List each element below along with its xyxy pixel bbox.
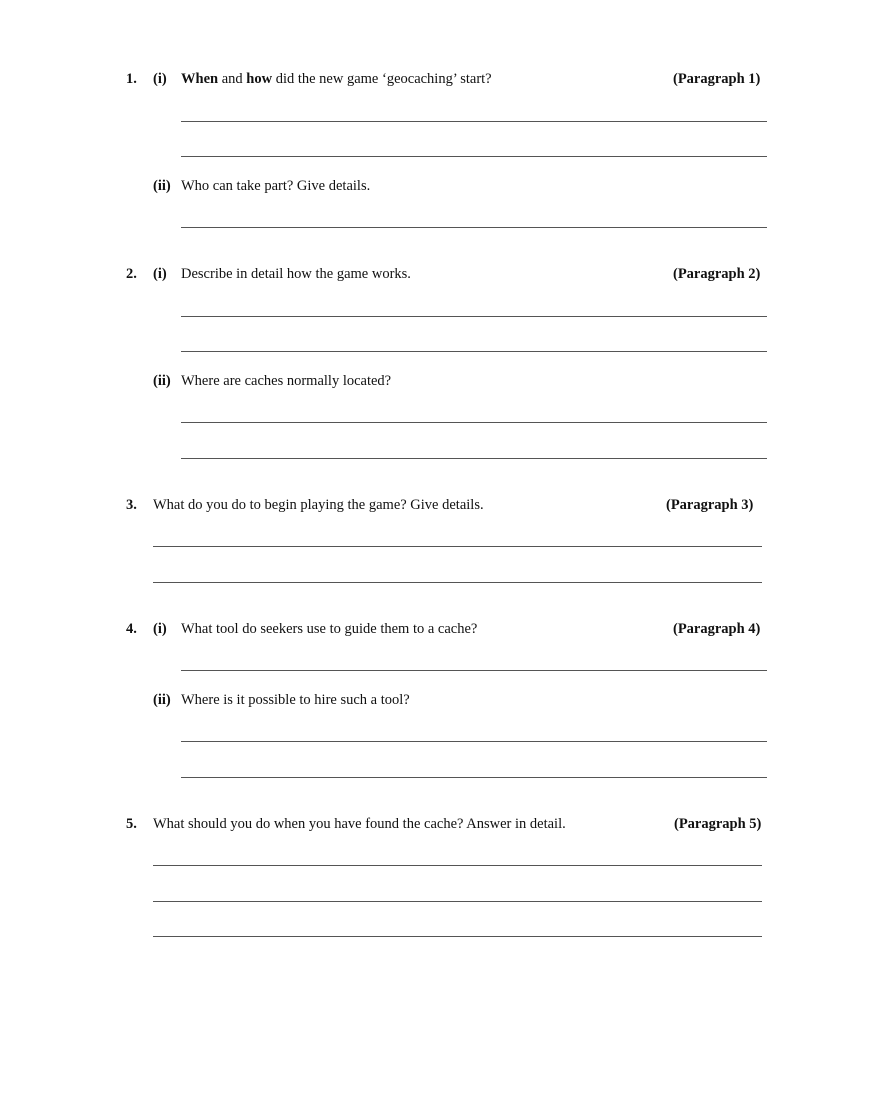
question-text: What tool do seekers use to guide them to a cache? (181, 621, 478, 637)
answer-line[interactable] (181, 670, 767, 671)
question-text: Describe in detail how the game works. (181, 266, 411, 282)
answer-line[interactable] (153, 582, 762, 583)
part-label: (i) (153, 266, 167, 282)
question-number: 2. (126, 266, 137, 282)
paragraph-reference: (Paragraph 1) (673, 71, 761, 87)
text-segment: did the new game ‘geocaching’ start? (272, 71, 492, 87)
part-label: (ii) (153, 178, 171, 194)
part-label: (ii) (153, 373, 171, 389)
question-number: 1. (126, 71, 137, 87)
answer-line[interactable] (181, 227, 767, 228)
question-text: What should you do when you have found the cache? Answer in detail. (153, 816, 566, 832)
answer-line[interactable] (181, 156, 767, 157)
answer-line[interactable] (153, 865, 762, 866)
emphasis-when: When (181, 71, 219, 87)
part-label: (ii) (153, 692, 171, 708)
question-text: Who can take part? Give details. (181, 178, 371, 194)
part-label: (i) (153, 621, 167, 637)
answer-line[interactable] (181, 121, 767, 122)
question-text: Where are caches normally located? (181, 373, 392, 389)
paragraph-reference: (Paragraph 3) (666, 497, 754, 513)
part-label: (i) (153, 71, 167, 87)
paragraph-reference: (Paragraph 2) (673, 266, 761, 282)
question-text (181, 70, 492, 88)
answer-line[interactable] (181, 351, 767, 352)
question-number: 5. (126, 816, 137, 832)
question-number: 4. (126, 621, 137, 637)
answer-line[interactable] (181, 777, 767, 778)
answer-line[interactable] (181, 316, 767, 317)
question-text: What do you do to begin playing the game? Give details. (153, 497, 484, 513)
answer-line[interactable] (181, 458, 767, 459)
question-number: 3. (126, 497, 137, 513)
text-segment: and (218, 71, 247, 87)
answer-line[interactable] (153, 901, 762, 902)
question-text: Where is it possible to hire such a tool? (181, 692, 410, 708)
answer-line[interactable] (181, 422, 767, 423)
answer-line[interactable] (153, 936, 762, 937)
answer-line[interactable] (181, 741, 767, 742)
answer-line[interactable] (153, 546, 762, 547)
paragraph-reference: (Paragraph 4) (673, 621, 761, 637)
paragraph-reference: (Paragraph 5) (674, 816, 762, 832)
emphasis-how: how (246, 71, 273, 87)
